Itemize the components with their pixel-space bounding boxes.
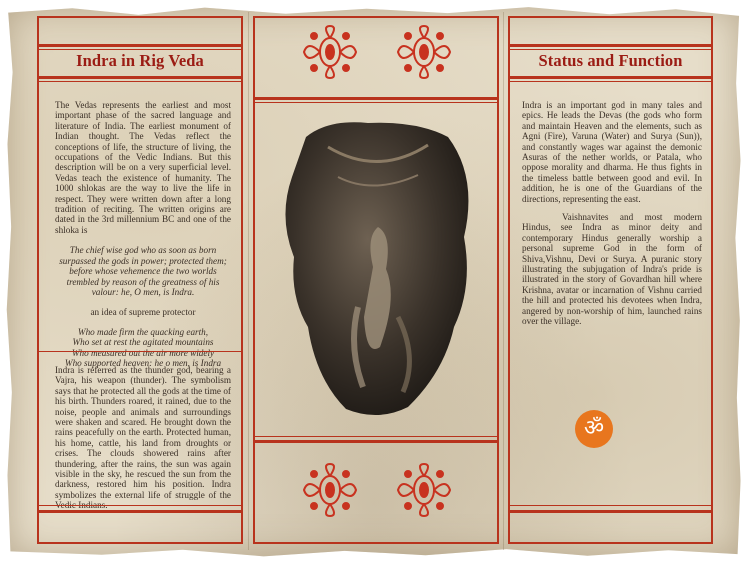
quote-line: Who made firm the quacking earth,: [77, 326, 209, 337]
mid-divider-rule: [37, 351, 243, 352]
supreme-protector-line: an idea of supreme protector: [90, 307, 196, 318]
rigveda-quote-1: The chief wise god who as soon as born surpassed the gods in power; protected them; before whose vehemence the two worlds trembled by reason of the greatness of his valour: he, O men, is Indra.: [59, 245, 227, 297]
status-paragraph-2: Vaishnavites and most modern Hindus, see Indra as minor deity and contemporary Hindus generally worship a personal supreme God in the form of Shiva,Vishnu, Devi or Surya. A puranic story illustrating the subjugation of Indra's pride is illustrated in the story of Govardhan hill where Krishna, avatar or incarnation of Vishnu carried the hill and protected his devotees when Indra, angered by non-worship of him, launched rains over the village.: [522, 212, 702, 327]
status-paragraph-1: Indra is an important god in many tales and epics. He leads the Devas (the gods who form and maintain Heaven and the elements, such as Agni (Fire), Varuna (Water) and Surya (Sun)), and constantly wages war against the demonic Asuras of the nether worlds, or Patala, who oppose morality and dharma. He thus fights in the timeless battle between good and evil. In addition, he is one of the Guardians of the directions, representing the east.: [522, 100, 702, 204]
fold-line-left: [248, 12, 249, 550]
intro-paragraph: The Vedas represents the earliest and most important phase of the sacred language and literature of India. The earliest monument of Indian thought. The Vedas reflect the conceptions of life, the structure of living, the occupations of the Vedic Indians. But this description will be on a very superficial level. Vedas teach the existence of humanity. The 1000 shlokas are the way to live the life in respect. They were written down after a long tradition of reciting. The written origins are dated in the 3rd millennium BC and one of the shloka is: [55, 100, 231, 235]
mid-bottom-thin-rule: [253, 436, 499, 437]
om-symbol-icon: ॐ: [575, 410, 613, 448]
title-under-rule: [508, 76, 713, 79]
title-under-thin-rule: [508, 81, 713, 82]
floral-ornament-icon: [394, 462, 454, 518]
top-thin-rule: [37, 49, 243, 50]
top-red-rule: [37, 44, 243, 47]
title-under-rule: [37, 76, 243, 79]
floral-ornament-icon: [300, 462, 360, 518]
top-red-rule: [508, 44, 713, 47]
mid-top-thin-rule: [253, 102, 499, 103]
quote-line: Who set at rest the agitated mountains: [72, 337, 214, 348]
bottom-red-rule: [508, 510, 713, 513]
mid-bottom-rule: [253, 440, 499, 443]
quote-line: Who supported heaven: he o men, is Indra: [64, 357, 222, 368]
right-panel-title: Status and Function: [538, 51, 683, 70]
fold-line-right: [503, 12, 504, 550]
top-thin-rule: [508, 49, 713, 50]
left-panel-body: [55, 100, 231, 368]
rigveda-quote-2: [55, 327, 231, 369]
mid-top-rule: [253, 97, 499, 100]
quote-line: Who measured out the air more widely: [71, 347, 215, 358]
floral-ornament-icon: [394, 24, 454, 80]
thunder-paragraph: Indra is referred as the thunder god, bearing a Vajra, his weapon (thunder). The symbolism says that he protected all the gods at the time of his birth. Thunders roared, it rained, due to the noise, people and animals and surroundings were shaken and scared. He brought down the rains peacefully on the earth. Protected human, his home, cattle, his land from droughts or crises. The clouds showered rains after thundering, after the rains, the sun was again visible in the sky, he rescued the sun from the darkness, restored him his position. Indra symbolizes the external life of struggle of the Vedic Indians.: [55, 365, 231, 511]
bottom-thin-rule: [37, 505, 243, 506]
right-panel: [508, 16, 713, 544]
indra-statue-image: [268, 117, 483, 422]
left-panel: [37, 16, 243, 544]
title-under-thin-rule: [37, 81, 243, 82]
bottom-red-rule: [37, 510, 243, 513]
bottom-thin-rule: [508, 505, 713, 506]
left-panel-title: Indra in Rig Veda: [76, 51, 204, 70]
floral-ornament-icon: [300, 24, 360, 80]
